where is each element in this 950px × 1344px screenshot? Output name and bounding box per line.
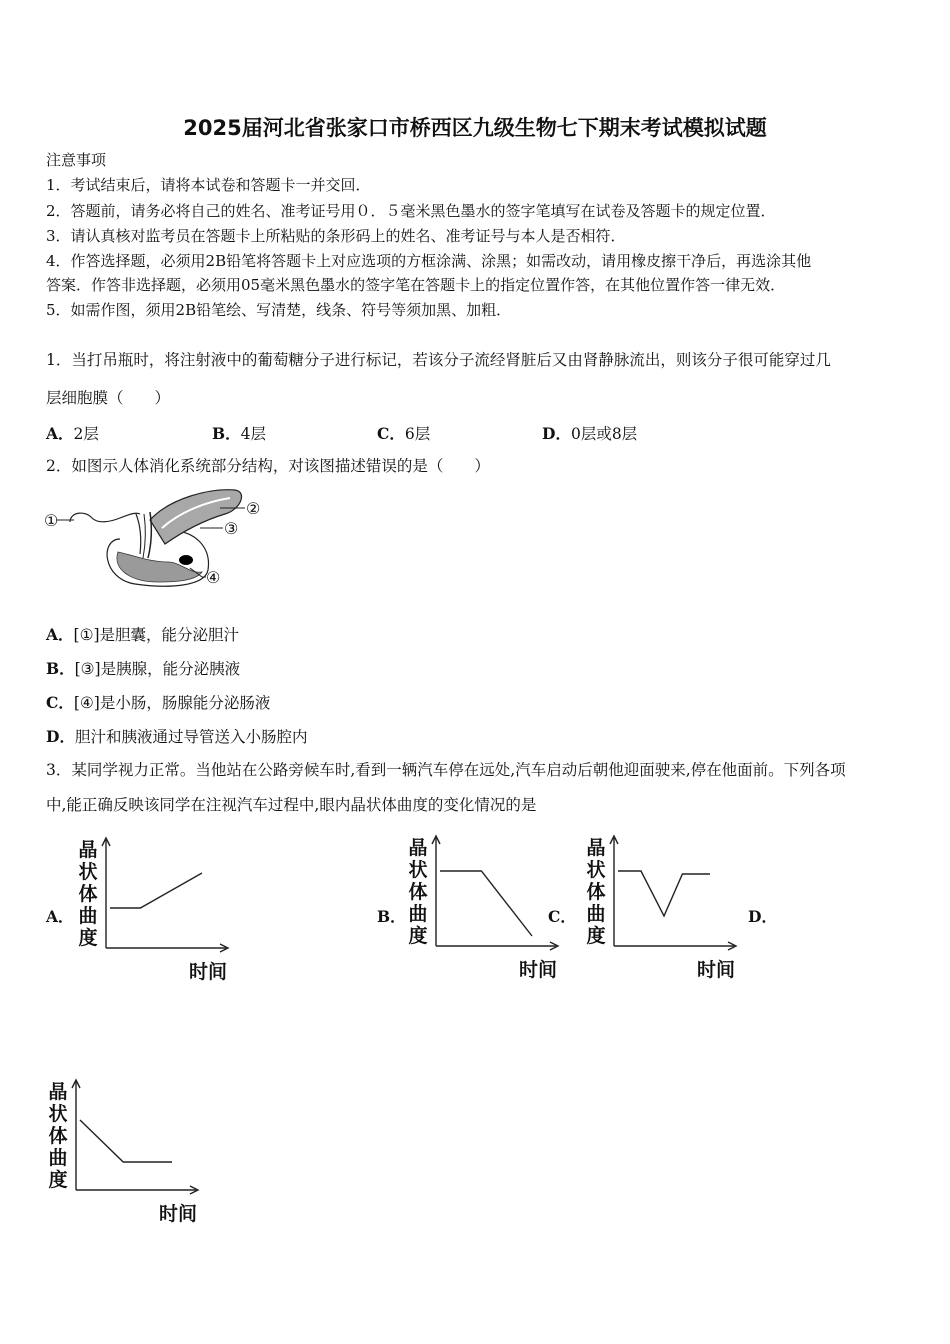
q3-option-c-label[interactable]: C．	[548, 907, 576, 926]
q2-option-d[interactable]	[46, 725, 307, 747]
figure-label	[246, 499, 260, 518]
notice-item: 5．如需作图，须用2B铅笔绘、写清楚，线条、符号等须加黑、加粗．	[46, 301, 512, 319]
option-text: 0层或8层	[570, 425, 638, 443]
svg-text:④: ④	[206, 568, 221, 587]
svg-text:①: ①	[44, 511, 59, 530]
series-line	[80, 1120, 172, 1162]
q1-option-a[interactable]	[46, 422, 99, 444]
figure-label	[44, 511, 58, 530]
q2-option-b[interactable]	[46, 657, 240, 679]
option-label: D．	[542, 424, 571, 443]
svg-text:②: ②	[246, 499, 261, 518]
q3-stem-line1: 3．某同学视力正常。当他站在公路旁候车时,看到一辆汽车停在远处,汽车启动后朝他迎面驶来,停在他面前。下列各项	[46, 761, 846, 779]
series-line	[440, 871, 532, 936]
chart-option-c[interactable]	[584, 834, 734, 979]
q3-option-a-label[interactable]: A．	[46, 907, 74, 926]
option-text: 胆汁和胰液通过导管送入小肠腔内	[74, 728, 308, 746]
notice-item: 1．考试结束后，请将本试卷和答题卡一并交回．	[46, 176, 371, 194]
option-text: [③]是胰腺，能分泌胰液	[74, 660, 241, 678]
q3-stem-line2: 中,能正确反映该同学在注视汽车过程中,眼内晶状体曲度的变化情况的是	[46, 796, 537, 814]
notice-item: 3．请认真核对监考员在答题卡上所粘贴的条形码上的姓名、准考证号与本人是否相符．	[46, 227, 626, 245]
q2-option-a[interactable]	[46, 623, 239, 645]
x-axis-label: 时间	[696, 959, 736, 981]
notice-item: 2．答题前，请务必将自己的姓名、准考证号用０．５毫米黑色墨水的签字笔填写在试卷及答题卡的规定位置．	[46, 202, 776, 220]
page-title: 2025届河北省张家口市桥西区九级生物七下期末考试模拟试题	[183, 116, 767, 140]
y-axis-label: 晶状体曲度	[586, 837, 606, 947]
option-text: [①]是胆囊，能分泌胆汁	[73, 626, 240, 644]
x-axis-label: 时间	[188, 961, 228, 983]
q1-stem-line2: 层细胞膜（ ）	[46, 389, 171, 407]
y-axis-label: 晶状体曲度	[78, 839, 98, 949]
x-axis-label: 时间	[518, 959, 558, 981]
svg-text:③: ③	[224, 519, 239, 538]
digestive-system-figure	[40, 484, 280, 604]
notice-heading: 注意事项	[46, 151, 107, 169]
series-line	[618, 871, 710, 916]
option-label: A．	[46, 625, 74, 644]
figure-label	[206, 568, 220, 587]
chart-option-b[interactable]	[406, 834, 556, 979]
option-label: A．	[46, 424, 74, 443]
chart-option-a[interactable]	[76, 836, 226, 981]
option-label: C．	[377, 424, 405, 443]
q2-option-c[interactable]	[46, 691, 270, 713]
x-axis-label: 时间	[158, 1203, 198, 1225]
option-text: 4层	[240, 425, 266, 443]
q3-option-d-label[interactable]: D．	[748, 907, 777, 926]
series-line	[110, 873, 202, 908]
figure-label	[224, 519, 238, 538]
option-text: 2层	[73, 425, 99, 443]
q1-option-b[interactable]	[212, 422, 266, 444]
notice-item: 答案．作答非选择题，必须用05毫米黑色墨水的签字笔在答题卡上的指定位置作答，在其他位置作答一律无效．	[46, 276, 786, 294]
option-label: D．	[46, 727, 75, 746]
option-label: B．	[46, 659, 75, 678]
option-text: 6层	[404, 425, 431, 443]
option-label: B．	[212, 424, 241, 443]
q3-option-b-label[interactable]: B．	[377, 907, 406, 926]
notice-item: 4．作答选择题，必须用2B铅笔将答题卡上对应选项的方框涂满、涂黑；如需改动，请用橡皮擦干净后，再选涂其他	[46, 252, 812, 270]
option-text: [④]是小肠，肠腺能分泌肠液	[73, 694, 271, 712]
q2-stem: 2．如图示人体消化系统部分结构，对该图描述错误的是（ ）	[46, 457, 490, 475]
chart-option-d[interactable]	[46, 1078, 196, 1223]
q1-option-d[interactable]	[542, 422, 637, 444]
y-axis-label: 晶状体曲度	[408, 837, 428, 947]
option-label: C．	[46, 693, 74, 712]
q1-stem-line1: 1．当打吊瓶时，将注射液中的葡萄糖分子进行标记，若该分子流经肾脏后又由肾静脉流出，则该分子很可能穿过几	[46, 351, 831, 369]
y-axis-label: 晶状体曲度	[48, 1081, 68, 1191]
q1-option-c[interactable]	[377, 422, 430, 444]
